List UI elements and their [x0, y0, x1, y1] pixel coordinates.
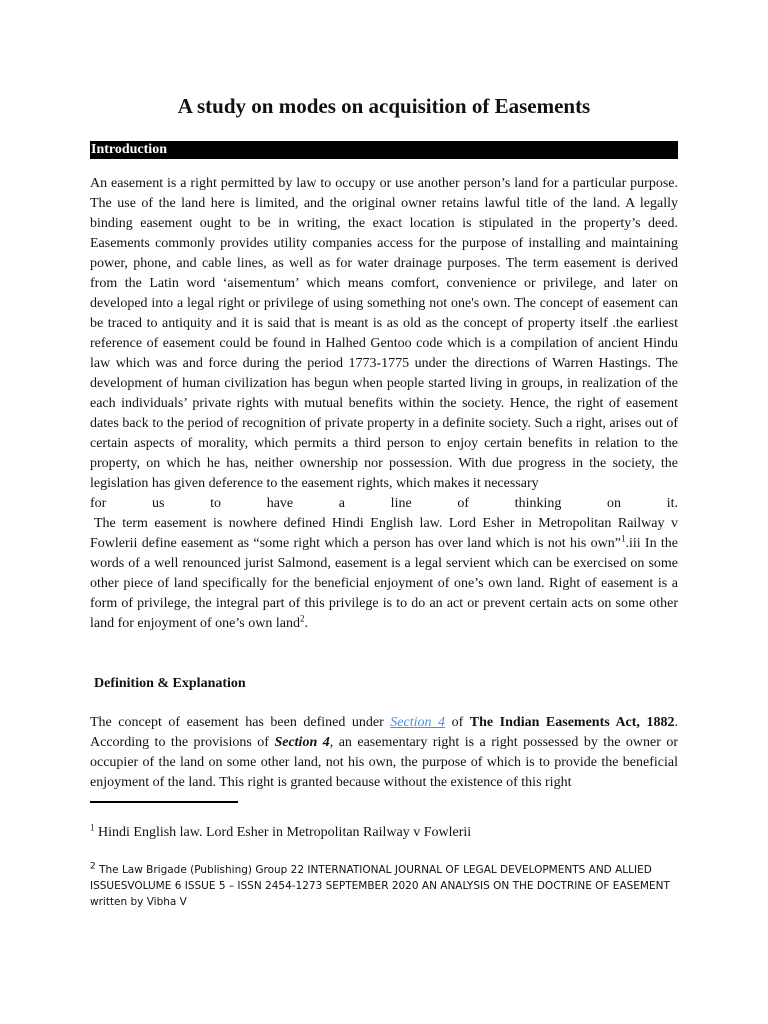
section-heading-definition: Definition & Explanation — [94, 676, 246, 691]
footnote-1-text: Hindi English law. Lord Esher in Metropolitan Railway v Fowlerii — [94, 825, 472, 840]
act-name: The Indian Easements Act, 1882 — [469, 715, 675, 730]
intro-p2-end: . — [304, 616, 308, 631]
footnote-2-number: 2 — [90, 861, 96, 872]
footnote-1-number: 1 — [90, 822, 95, 833]
footnote-2 — [90, 862, 680, 910]
intro-p2-part-a: The term easement is nowhere defined Hindi English law. Lord Esher in Metropolitan Railway v Fowlerii define easement as “some right which a person has over land which is not his own” — [90, 516, 678, 551]
def-part-b: of — [445, 715, 470, 730]
intro-p2-part-b: .iii In the words of a well renounced jurist Salmond, easement is a legal servient which can be exercised on some other piece of land specifically for the beneficial enjoyment of one’s own land. Right of easement is a form of privilege, the integral part of this privilege is to do an act or prevent certain acts on some other land for enjoyment of one’s own land — [90, 536, 679, 631]
section-4-emphasis: Section 4 — [274, 735, 330, 750]
page-title: A study on modes on acquisition of Easements — [177, 94, 591, 118]
definition-body — [90, 713, 678, 793]
footnote-1 — [90, 822, 472, 841]
section-heading-introduction: Introduction — [90, 141, 678, 159]
intro-paragraph-1: An easement is a right permitted by law to occupy or use another person’s land for a particular purpose. The use of the land here is limited, and the original owner retains lawful title of the land. A legally binding easement ought to be in writing, the exact location is stipulated in the property’s deed. Easements commonly provides utility companies access for the purpose of installing and maintaining power, phone, and cable lines, as well as for water drainage purposes. The term easement is derived from the Latin word ‘aisementum’ which means comfort, convenience or privilege, and later on developed into a legal right or privilege of using something not one's own. The concept of easement can be traced to antiquity and it is said that is meant is as old as the concept of property itself .the earliest reference of easement could be found in Halhed Gentoo code which is a compilation of ancient Hindu law which was and force during the period 1773-1775 under the directions of Warren Hastings. The development of human civilization has begun when people started living in groups, in realization of the each individuals’ private rights with mutual benefits within the society. Hence, the right of easement dates back to the period of recognition of private property in a definite society. Such a right, arises out of certain aspects of morality, which permits a third person to enjoy certain benefits in relation to the property, on which he has, neither ownership nor possession. With due progress in the society, the legislation has given deference to the easement rights, which makes it necessary — [90, 176, 678, 491]
section-4-link[interactable]: Section 4 — [390, 715, 446, 730]
def-part-c: . According to the provisions of — [90, 715, 678, 750]
footnote-divider — [90, 801, 238, 803]
def-part-a: The concept of easement has been defined under — [90, 715, 391, 730]
introduction-body — [90, 174, 678, 634]
intro-paragraph-2 — [90, 516, 678, 631]
intro-paragraph-1-last-line: for us to have a line of thinking on it. — [90, 496, 678, 511]
footnote-ref-1[interactable]: 1 — [620, 533, 626, 544]
footnote-ref-2[interactable]: 2 — [299, 613, 305, 624]
def-part-d: , an easementary right is a right possessed by the owner or occupier of the land on some other land, not his own, the purpose of which is to provide the beneficial enjoyment of the land. This right is granted because without the existence of this right — [90, 735, 678, 790]
footnote-2-text: The Law Brigade (Publishing) Group 22 INTERNATIONAL JOURNAL OF LEGAL DEVELOPMENTS AND ALLIED ISSUESVOLUME 6 ISSUE 5 – ISSN 2454-1273 SEPTEMBER 2020 AN ANALYSIS ON THE DOCTRINE OF EASEMENT written by Vibha V — [90, 864, 670, 908]
